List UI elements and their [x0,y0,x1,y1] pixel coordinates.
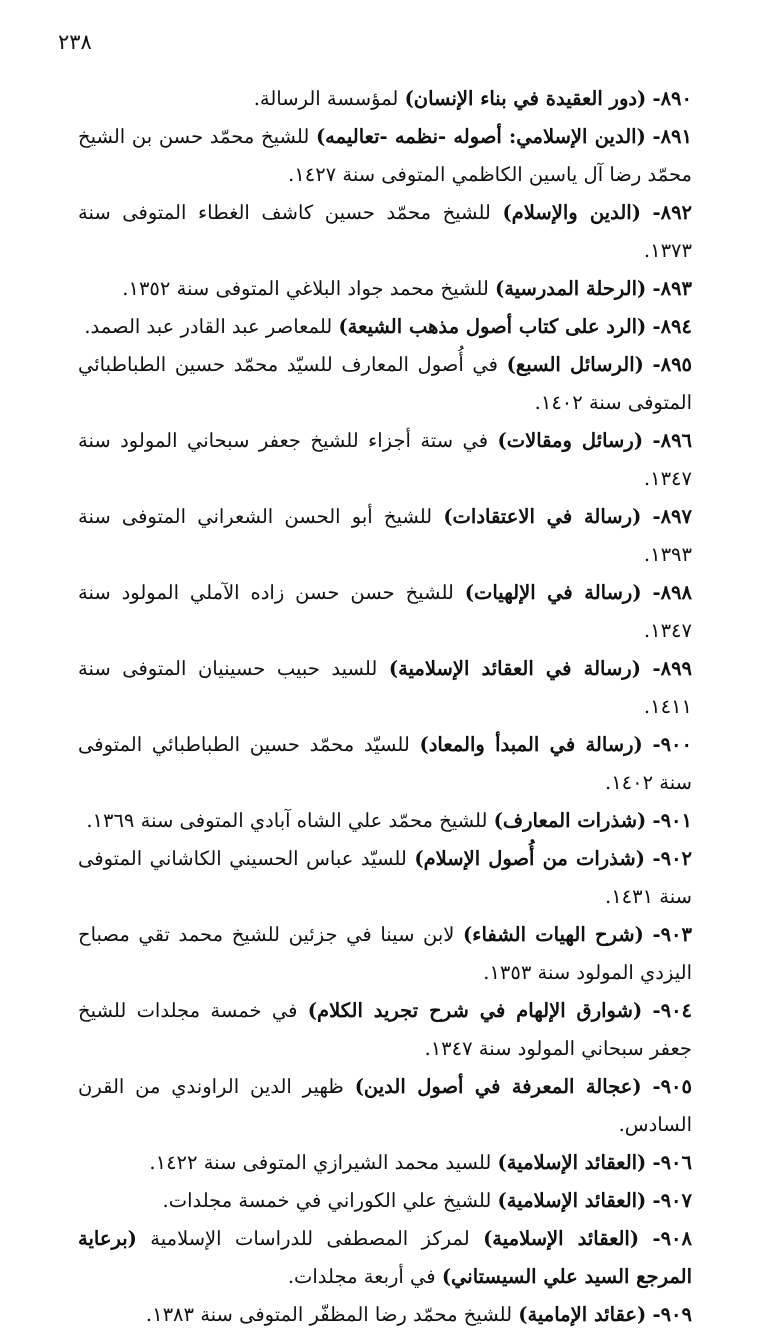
list-item [78,1182,692,1220]
entry-number: ٨٩٧- [652,505,692,528]
list-item [78,498,692,574]
entry-number: ٨٩٦- [652,429,693,452]
entry-title: (الدين والإسلام) [502,201,641,224]
list-item [78,194,692,270]
list-item [78,1220,692,1296]
entry-details: في ستة أجزاء للشيخ جعفر سبحاني المولود سنة ١٣٤٧. [78,429,692,490]
entry-number: ٩٠١- [652,809,692,832]
entry-number: ٨٩٥- [652,353,693,376]
entry-title: (شذرات المعارف) [493,809,647,832]
entry-number: ٨٩٠- [652,87,692,110]
list-item [78,650,692,726]
list-item [78,992,692,1068]
entry-number: ٩٠٥- [652,1075,692,1098]
entry-details-extra: في أربعة مجلدات. [287,1265,436,1288]
entry-title: (العقائد الإسلامية) [483,1227,640,1250]
entry-details: للسيد حبيب حسينيان المتوفى سنة ١٤١١. [78,657,692,718]
entry-title: (رسائل ومقالات) [497,429,644,452]
entry-number: ٨٩٤- [652,315,692,338]
list-item [78,1296,692,1334]
entry-details: في أُصول المعارف للسيّد محمّد حسين الطباطبائي المتوفى سنة ١٤٠٢. [78,353,692,414]
entry-number: ٨٩٢- [652,201,693,224]
entry-details: ظهير الدين الراوندي من القرن السادس. [78,1075,692,1136]
entry-number: ٩٠٩- [652,1303,692,1326]
entry-number: ٨٩٩- [652,657,693,680]
entry-number: ٩٠٧- [652,1189,692,1212]
entry-number: ٨٩٨- [652,581,692,604]
bibliography-list [78,80,692,1334]
entry-title: (رسالة في الإلهيات) [464,581,642,604]
entry-details: لمركز المصطفى للدراسات الإسلامية [150,1227,470,1250]
list-item [78,118,692,194]
entry-details: للشيخ حسن حسن زاده الآملي المولود سنة ١٣٤٧. [78,581,692,642]
entry-title: (الدين الإسلامي: أصوله -نظمه -تعاليمه) [315,125,646,148]
list-item [78,1144,692,1182]
list-item [78,726,692,802]
list-item [78,802,692,840]
entry-details: لابن سينا في جزئين للشيخ محمد تقي مصباح اليزدي المولود سنة ١٣٥٣. [78,923,692,984]
entry-title: (شوارق الإلهام في شرح تجريد الكلام) [307,999,643,1022]
entry-number: ٩٠٢- [652,847,693,870]
entry-details: للشيخ محمّد حسين كاشف الغطاء المتوفى سنة ١٣٧٣. [78,201,692,262]
entry-title: (العقائد الإسلامية) [497,1189,647,1212]
list-item [78,422,692,498]
entry-title: (رسالة في العقائد الإسلامية) [388,657,641,680]
entry-details: للشيخ محمد جواد البلاغي المتوفى سنة ١٣٥٢. [122,277,489,300]
entry-title: (عقائد الإمامية) [518,1303,647,1326]
list-item [78,308,692,346]
entry-details: للشيخ علي الكوراني في خمسة مجلدات. [162,1189,492,1212]
entry-details: للمعاصر عبد القادر عبد الصمد. [84,315,333,338]
entry-title: (عجالة المعرفة في أصول الدين) [354,1075,642,1098]
entry-details: للسيّد عباس الحسيني الكاشاني المتوفى سنة ١٤٣١. [78,847,692,908]
entry-details: للشيخ محمّد رضا المظفّر المتوفى سنة ١٣٨٣. [145,1303,513,1326]
entry-details: للشيخ محمّد علي الشاه آبادي المتوفى سنة ١٣٦٩. [86,809,488,832]
list-item [78,840,692,916]
entry-details: للشيخ أبو الحسن الشعراني المتوفى سنة ١٣٩٣. [78,505,692,566]
entry-title: (الرد على كتاب أصول مذهب الشيعة) [338,315,647,338]
list-item [78,1068,692,1144]
entry-title: (العقائد الإسلامية) [497,1151,647,1174]
list-item [78,80,692,118]
list-item [78,574,692,650]
entry-title: (الرحلة المدرسية) [494,277,647,300]
entry-sponsor: (برعاية المرجع السيد علي السيستاني) [78,1227,692,1288]
entry-number: ٩٠٦- [652,1151,692,1174]
entry-title: (رسالة في المبدأ والمعاد) [419,733,643,756]
entry-title: (رسالة في الاعتقادات) [443,505,642,528]
list-item [78,270,692,308]
entry-title: (دور العقيدة في بناء الإنسان) [404,87,647,110]
list-item [78,916,692,992]
entry-title: (شذرات من أُصول الإسلام) [414,847,645,870]
entry-number: ٩٠٠- [652,733,692,756]
entry-number: ٨٩٣- [652,277,692,300]
entry-details: للسيد محمد الشيرازي المتوفى سنة ١٤٢٢. [149,1151,492,1174]
entry-number: ٩٠٤- [652,999,693,1022]
entry-details: لمؤسسة الرسالة. [253,87,399,110]
entry-number: ٩٠٣- [652,923,692,946]
entry-number: ٩٠٨- [652,1227,692,1250]
page-number: ٢٣٨ [58,30,92,54]
entry-details: للسيّد محمّد حسين الطباطبائي المتوفى سنة ١٤٠٢. [78,733,692,794]
entry-title: (شرح الهيات الشفاء) [463,923,644,946]
list-item [78,346,692,422]
entry-details: للشيخ محمّد حسن بن الشيخ محمّد رضا آل ياسين الكاظمي المتوفى سنة ١٤٢٧. [78,125,692,186]
entry-number: ٨٩١- [652,125,692,148]
entry-details: في خمسة مجلدات للشيخ جعفر سبحاني المولود سنة ١٣٤٧. [78,999,692,1060]
entry-title: (الرسائل السبع) [506,353,644,376]
